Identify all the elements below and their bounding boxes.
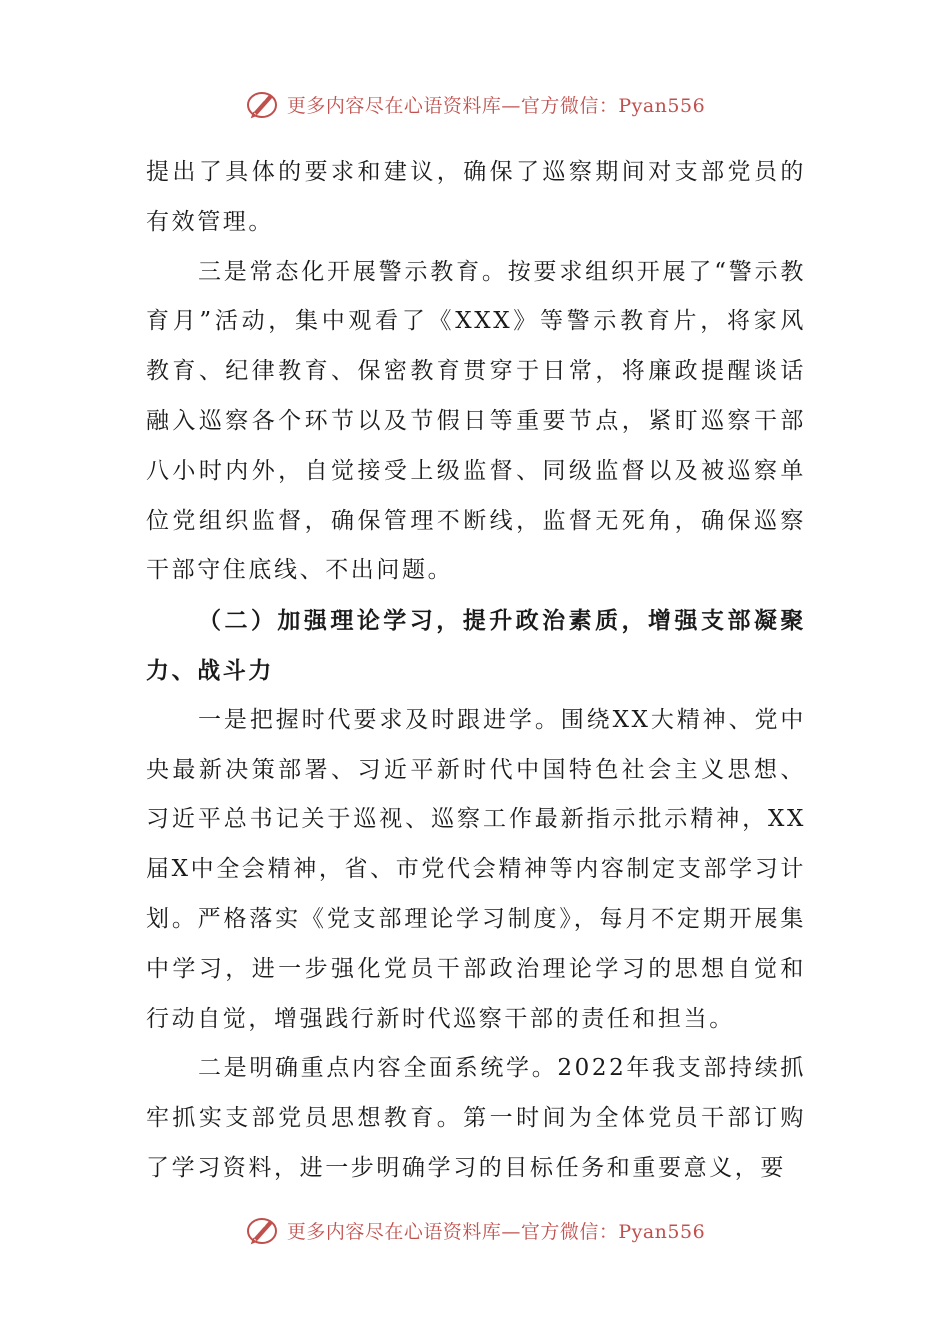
watermark-text: 更多内容尽在心语资料库—官方微信：Pyan556 [286, 94, 706, 117]
paragraph-warning-education: 三是常态化开展警示教育。按要求组织开展了“警示教育月”活动，集中观看了《XXX》等警示教育片，将家风教育、纪律教育、保密教育贯穿于日常，将廉政提醒谈话融入巡察各个环节以及节假日等重要节点，紧盯巡察干部八小时内外，自觉接受上级监督、同级监督以及被巡察单位党组织监督，确保管理不断线，监督无死角，确保巡察干部守住底线、不出问题。 [146, 258, 806, 584]
quill-pen-logo-icon [245, 1212, 281, 1248]
paragraph-study-timely: 一是把握时代要求及时跟进学。围绕XX大精神、党中央最新决策部署、习近平新时代中国特色社会主义思想、习近平总书记关于巡视、巡察工作最新指示批示精神，XX届X中全会精神，省、市党代会精神等内容制定支部学习计划。严格落实《党支部理论学习制度》，每月不定期开展集中学习，进一步强化党员干部政治理论学习的思想自觉和行动自觉，增强践行新时代巡察干部的责任和担当。 [146, 706, 806, 1032]
quill-pen-logo-icon [245, 86, 281, 122]
watermark-text: 更多内容尽在心语资料库—官方微信：Pyan556 [286, 1220, 706, 1243]
watermark-header [0, 84, 950, 124]
paragraph-continuation: 提出了具体的要求和建议，确保了巡察期间对支部党员的有效管理。 [146, 159, 806, 235]
paragraph-study-systematic: 二是明确重点内容全面系统学。2022年我支部持续抓牢抓实支部党员思想教育。第一时间为全体党员干部订购了学习资料，进一步明确学习的目标任务和重要意义，要 [146, 1055, 806, 1181]
document-body [146, 148, 806, 1194]
watermark-footer [0, 1210, 950, 1250]
section-heading: （二）加强理论学习，提升政治素质，增强支部凝聚力、战斗力 [146, 607, 806, 684]
